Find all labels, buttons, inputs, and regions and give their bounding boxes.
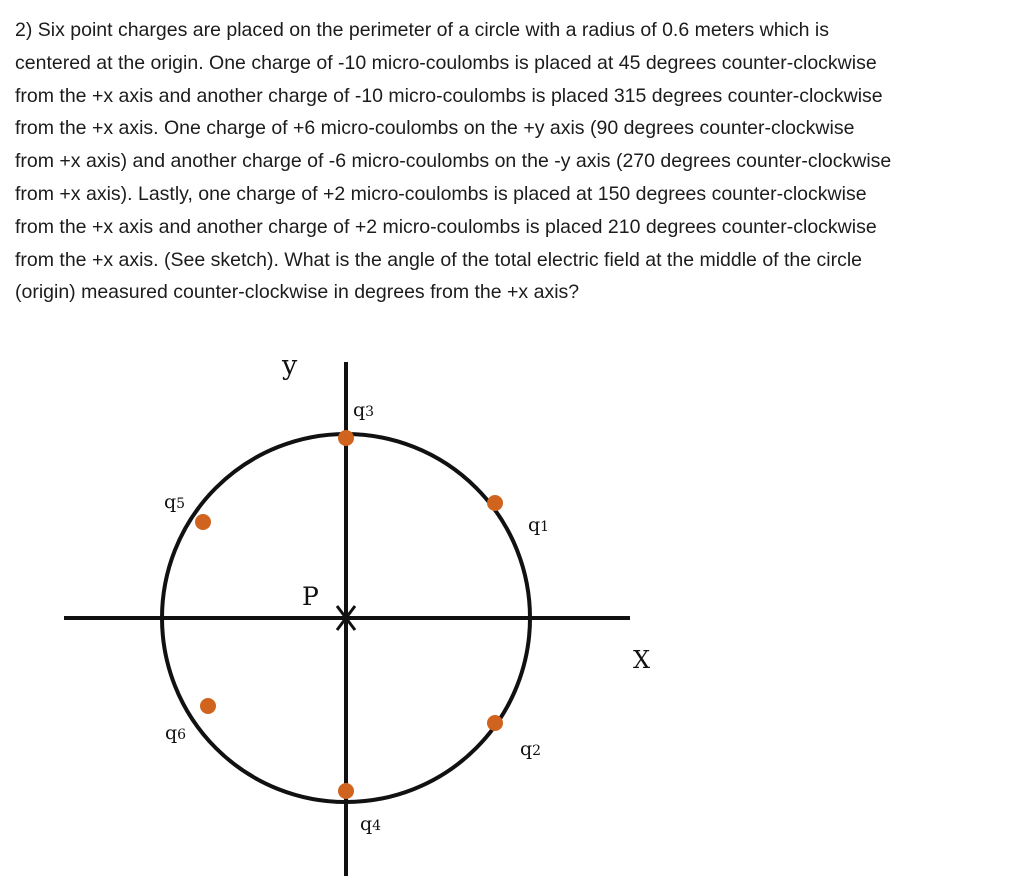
charge-q3-label: q3 — [353, 399, 375, 421]
charge-q6-label: q6 — [165, 722, 187, 744]
charge-q6 — [200, 698, 216, 714]
charge-q1 — [487, 495, 503, 511]
charge-q2-label: q2 — [520, 738, 542, 760]
y-axis-label: y — [282, 350, 298, 381]
problem-line: from the +x axis. (See sketch). What is the angle of the total electric field at the middle of the circle — [15, 248, 863, 271]
x-axis-label: X — [633, 646, 651, 674]
charge-q4 — [338, 783, 354, 799]
point-p-label: P — [302, 582, 319, 611]
problem-line: from the +x axis and another charge of +2 micro-coulombs is placed 210 degrees counter-clockwise — [15, 215, 877, 238]
charge-q5-label: q5 — [164, 491, 186, 513]
problem-line: from the +x axis. One charge of +6 micro-coulombs on the +y axis (90 degrees counter-clockwise — [15, 117, 855, 140]
problem-line: from the +x axis and another charge of -10 micro-coulombs is placed 315 degrees counter-clockwise — [15, 84, 883, 107]
problem-line: from +x axis). Lastly, one charge of +2 micro-coulombs is placed at 150 degrees counter-clockwise — [15, 182, 867, 205]
charge-q3 — [338, 430, 354, 446]
problem-line: from +x axis) and another charge of -6 micro-coulombs on the -y axis (270 degrees counter-clockwise — [15, 150, 892, 173]
problem-line: (origin) measured counter-clockwise in degrees from the +x axis? — [15, 281, 580, 304]
problem-line: centered at the origin. One charge of -10 micro-coulombs is placed at 45 degrees counter-clockwise — [15, 51, 877, 74]
charge-q5 — [195, 514, 211, 530]
charge-q4-label: q4 — [360, 813, 382, 835]
charge-q2 — [487, 715, 503, 731]
problem-line: 2) Six point charges are placed on the perimeter of a circle with a radius of 0.6 meters which is — [15, 19, 829, 41]
charge-q1-label: q1 — [528, 514, 550, 536]
